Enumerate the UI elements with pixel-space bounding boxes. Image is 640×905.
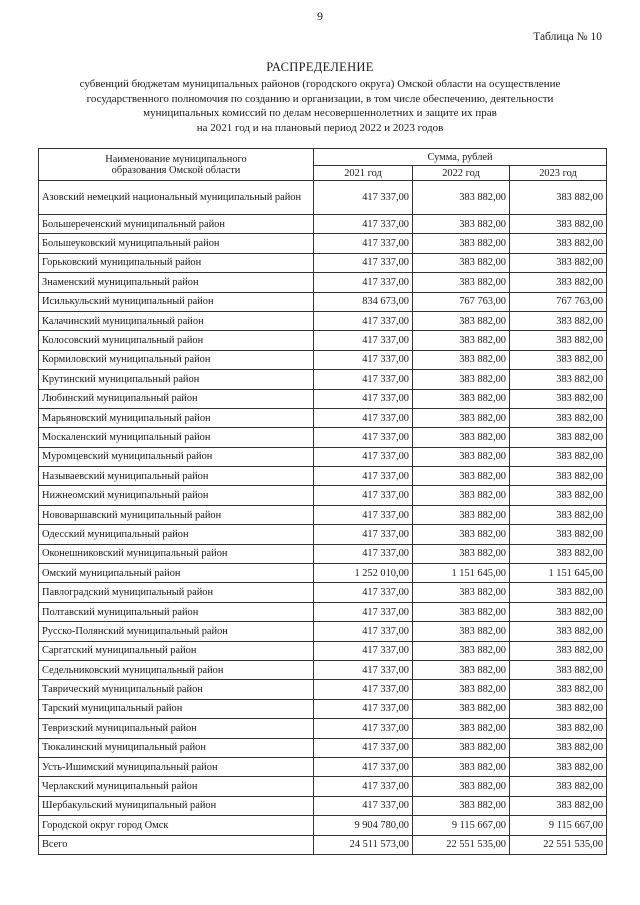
amount-2023-cell: 383 882,00: [510, 447, 607, 466]
municipality-name-cell: Называевский муниципальный район: [39, 467, 314, 486]
amount-2022-cell: 383 882,00: [413, 777, 510, 796]
municipality-name-cell: Знаменский муниципальный район: [39, 273, 314, 292]
amount-2022-cell: 383 882,00: [413, 622, 510, 641]
amount-2021-cell: 417 337,00: [314, 350, 413, 369]
municipality-name-cell: Черлакский муниципальный район: [39, 777, 314, 796]
municipality-name-cell: Колосовский муниципальный район: [39, 331, 314, 350]
table-row: [39, 660, 607, 679]
table-row: [39, 292, 607, 311]
amount-2021-cell: 417 337,00: [314, 505, 413, 524]
page-number: 9: [317, 9, 323, 23]
municipality-name-cell: Муромцевский муниципальный район: [39, 447, 314, 466]
amount-2022-cell: 383 882,00: [413, 389, 510, 408]
table-row: [39, 699, 607, 718]
amount-2021-cell: 417 337,00: [314, 370, 413, 389]
amount-2023-cell: 383 882,00: [510, 273, 607, 292]
amount-2022-cell: 1 151 645,00: [413, 564, 510, 583]
amount-2021-cell: 417 337,00: [314, 544, 413, 563]
amount-2022-cell: 383 882,00: [413, 447, 510, 466]
amount-2022-cell: 383 882,00: [413, 738, 510, 757]
header-year-cell: 2023 год: [510, 166, 607, 181]
amount-2022-cell: 383 882,00: [413, 505, 510, 524]
amount-2021-cell: 417 337,00: [314, 234, 413, 253]
amount-2023-cell: 383 882,00: [510, 181, 607, 215]
amount-2023-cell: 383 882,00: [510, 525, 607, 544]
amount-2021-cell: 417 337,00: [314, 777, 413, 796]
distribution-table: [38, 148, 607, 855]
table-row: [39, 467, 607, 486]
amount-2023-cell: 767 763,00: [510, 292, 607, 311]
amount-2022-cell: 383 882,00: [413, 215, 510, 234]
table-row: [39, 564, 607, 583]
table-row: [39, 525, 607, 544]
amount-2021-cell: 417 337,00: [314, 273, 413, 292]
amount-2021-cell: 417 337,00: [314, 796, 413, 815]
amount-2023-cell: 383 882,00: [510, 370, 607, 389]
amount-2022-cell: 383 882,00: [413, 331, 510, 350]
amount-2022-cell: 383 882,00: [413, 428, 510, 447]
municipality-name-cell: Одесский муниципальный район: [39, 525, 314, 544]
table-row: [39, 447, 607, 466]
municipality-name-cell: Любинский муниципальный район: [39, 389, 314, 408]
amount-2023-cell: 383 882,00: [510, 738, 607, 757]
municipality-name-cell: Исилькульский муниципальный район: [39, 292, 314, 311]
amount-2022-cell: 383 882,00: [413, 680, 510, 699]
municipality-name-cell: Большереченский муниципальный район: [39, 215, 314, 234]
table-row: [39, 757, 607, 776]
table-body: [39, 181, 607, 855]
amount-2021-cell: 417 337,00: [314, 181, 413, 215]
amount-2022-cell: 383 882,00: [413, 181, 510, 215]
amount-2022-cell: 383 882,00: [413, 525, 510, 544]
table-row: [39, 389, 607, 408]
document-subtitle-line: государственного полномочия по созданию и организации, в том числе обеспечению, деятельности: [86, 92, 554, 105]
amount-2021-cell: 834 673,00: [314, 292, 413, 311]
table-row: [39, 370, 607, 389]
amount-2022-cell: 383 882,00: [413, 757, 510, 776]
table-row: [39, 428, 607, 447]
amount-2021-cell: 417 337,00: [314, 622, 413, 641]
amount-2023-cell: 383 882,00: [510, 777, 607, 796]
amount-2022-cell: 383 882,00: [413, 350, 510, 369]
municipality-name-cell: Полтавский муниципальный район: [39, 602, 314, 621]
amount-2021-cell: 417 337,00: [314, 719, 413, 738]
amount-2021-cell: 417 337,00: [314, 486, 413, 505]
amount-2023-cell: 383 882,00: [510, 796, 607, 815]
document-subtitle-line: на 2021 год и на плановый период 2022 и 2023 годов: [196, 121, 444, 134]
table-row: [39, 641, 607, 660]
amount-2021-cell: 417 337,00: [314, 680, 413, 699]
amount-2023-cell: 383 882,00: [510, 215, 607, 234]
amount-2021-cell: 417 337,00: [314, 253, 413, 272]
municipality-name-cell: Марьяновский муниципальный район: [39, 408, 314, 427]
amount-2023-cell: 383 882,00: [510, 505, 607, 524]
document-title: РАСПРЕДЕЛЕНИЕ: [266, 60, 374, 74]
amount-2021-cell: 417 337,00: [314, 467, 413, 486]
amount-2023-cell: 383 882,00: [510, 331, 607, 350]
municipality-name-cell: Русско-Полянский муниципальный район: [39, 622, 314, 641]
amount-2023-cell: 383 882,00: [510, 350, 607, 369]
amount-2023-cell: 9 115 667,00: [510, 816, 607, 835]
table-row: [39, 816, 607, 835]
amount-2023-cell: 383 882,00: [510, 311, 607, 330]
amount-2021-cell: 417 337,00: [314, 699, 413, 718]
table-row: [39, 350, 607, 369]
amount-2021-cell: 417 337,00: [314, 738, 413, 757]
municipality-name-cell: Нижнеомский муниципальный район: [39, 486, 314, 505]
amount-2022-cell: 383 882,00: [413, 253, 510, 272]
municipality-name-cell: Павлоградский муниципальный район: [39, 583, 314, 602]
header-sum-cell: Сумма, рублей: [314, 149, 607, 166]
municipality-name-cell: Крутинский муниципальный район: [39, 370, 314, 389]
table-row: [39, 796, 607, 815]
table-row: [39, 253, 607, 272]
municipality-name-cell: Омский муниципальный район: [39, 564, 314, 583]
amount-2022-cell: 383 882,00: [413, 486, 510, 505]
amount-2023-cell: 383 882,00: [510, 660, 607, 679]
table-label: Таблица № 10: [533, 31, 602, 43]
table-header-row: [39, 149, 607, 166]
amount-2022-cell: 383 882,00: [413, 370, 510, 389]
amount-2023-cell: 383 882,00: [510, 602, 607, 621]
amount-2022-cell: 383 882,00: [413, 408, 510, 427]
municipality-name-cell: Саргатский муниципальный район: [39, 641, 314, 660]
amount-2023-cell: 383 882,00: [510, 389, 607, 408]
municipality-name-cell: Нововаршавский муниципальный район: [39, 505, 314, 524]
amount-2022-cell: 767 763,00: [413, 292, 510, 311]
amount-2021-cell: 9 904 780,00: [314, 816, 413, 835]
amount-2023-cell: 1 151 645,00: [510, 564, 607, 583]
municipality-name-cell: Москаленский муниципальный район: [39, 428, 314, 447]
amount-2022-cell: 383 882,00: [413, 796, 510, 815]
amount-2022-cell: 383 882,00: [413, 467, 510, 486]
municipality-name-cell: Оконешниковский муниципальный район: [39, 544, 314, 563]
table-row: [39, 835, 607, 854]
table-row: [39, 622, 607, 641]
table-row: [39, 273, 607, 292]
document-heading: [30, 60, 610, 135]
amount-2022-cell: 383 882,00: [413, 273, 510, 292]
amount-2021-cell: 1 252 010,00: [314, 564, 413, 583]
municipality-name-cell: Усть-Ишимский муниципальный район: [39, 757, 314, 776]
amount-2023-cell: 383 882,00: [510, 234, 607, 253]
table-row: [39, 234, 607, 253]
amount-2021-cell: 417 337,00: [314, 641, 413, 660]
table-row: [39, 719, 607, 738]
amount-2021-cell: 417 337,00: [314, 447, 413, 466]
municipality-name-cell: Шербакульский муниципальный район: [39, 796, 314, 815]
municipality-name-cell: Седельниковский муниципальный район: [39, 660, 314, 679]
amount-2022-cell: 383 882,00: [413, 583, 510, 602]
municipality-name-cell: Большеуковский муниципальный район: [39, 234, 314, 253]
amount-2021-cell: 417 337,00: [314, 583, 413, 602]
table-row: [39, 486, 607, 505]
amount-2023-cell: 383 882,00: [510, 719, 607, 738]
header-name-line: Наименование муниципального: [105, 153, 247, 165]
table-row: [39, 311, 607, 330]
table-row: [39, 181, 607, 215]
table-row: [39, 331, 607, 350]
municipality-name-cell: Азовский немецкий национальный муниципальный район: [39, 181, 314, 215]
amount-2023-cell: 383 882,00: [510, 428, 607, 447]
amount-2021-cell: 417 337,00: [314, 389, 413, 408]
amount-2022-cell: 383 882,00: [413, 660, 510, 679]
amount-2022-cell: 383 882,00: [413, 719, 510, 738]
amount-2023-cell: 383 882,00: [510, 467, 607, 486]
amount-2022-cell: 383 882,00: [413, 602, 510, 621]
amount-2023-cell: 383 882,00: [510, 408, 607, 427]
amount-2021-cell: 417 337,00: [314, 660, 413, 679]
table-row: [39, 777, 607, 796]
amount-2021-cell: 417 337,00: [314, 525, 413, 544]
amount-2021-cell: 417 337,00: [314, 331, 413, 350]
header-year-cell: 2022 год: [413, 166, 510, 181]
amount-2023-cell: 383 882,00: [510, 757, 607, 776]
table-row: [39, 680, 607, 699]
amount-2022-cell: 383 882,00: [413, 544, 510, 563]
table-row: [39, 215, 607, 234]
amount-2021-cell: 417 337,00: [314, 408, 413, 427]
amount-2021-cell: 417 337,00: [314, 757, 413, 776]
municipality-name-cell: Тарский муниципальный район: [39, 699, 314, 718]
amount-2021-cell: 417 337,00: [314, 602, 413, 621]
table-row: [39, 583, 607, 602]
table-row: [39, 602, 607, 621]
amount-2021-cell: 24 511 573,00: [314, 835, 413, 854]
amount-2023-cell: 383 882,00: [510, 641, 607, 660]
municipality-name-cell: Кормиловский муниципальный район: [39, 350, 314, 369]
amount-2021-cell: 417 337,00: [314, 428, 413, 447]
amount-2023-cell: 383 882,00: [510, 544, 607, 563]
amount-2022-cell: 383 882,00: [413, 311, 510, 330]
amount-2021-cell: 417 337,00: [314, 311, 413, 330]
amount-2023-cell: 383 882,00: [510, 680, 607, 699]
header-name-line: образования Омской области: [111, 164, 241, 176]
municipality-name-cell: Калачинский муниципальный район: [39, 311, 314, 330]
amount-2023-cell: 383 882,00: [510, 622, 607, 641]
header-name-cell: [39, 149, 314, 181]
amount-2022-cell: 383 882,00: [413, 234, 510, 253]
table-row: [39, 505, 607, 524]
amount-2021-cell: 417 337,00: [314, 215, 413, 234]
municipality-name-cell: Тевризский муниципальный район: [39, 719, 314, 738]
amount-2022-cell: 22 551 535,00: [413, 835, 510, 854]
document-subtitle-line: муниципальных комиссий по делам несовершеннолетних и защите их прав: [143, 107, 497, 120]
header-year-cell: 2021 год: [314, 166, 413, 181]
municipality-name-cell: Тюкалинский муниципальный район: [39, 738, 314, 757]
amount-2023-cell: 383 882,00: [510, 583, 607, 602]
amount-2022-cell: 9 115 667,00: [413, 816, 510, 835]
municipality-name-cell: Городской округ город Омск: [39, 816, 314, 835]
amount-2023-cell: 22 551 535,00: [510, 835, 607, 854]
table-row: [39, 738, 607, 757]
table-row: [39, 544, 607, 563]
municipality-name-cell: Таврический муниципальный район: [39, 680, 314, 699]
amount-2022-cell: 383 882,00: [413, 699, 510, 718]
table-row: [39, 408, 607, 427]
amount-2023-cell: 383 882,00: [510, 253, 607, 272]
amount-2023-cell: 383 882,00: [510, 486, 607, 505]
amount-2023-cell: 383 882,00: [510, 699, 607, 718]
amount-2022-cell: 383 882,00: [413, 641, 510, 660]
municipality-name-cell: Горьковский муниципальный район: [39, 253, 314, 272]
municipality-name-cell: Всего: [39, 835, 314, 854]
document-subtitle-line: субвенций бюджетам муниципальных районов (городского округа) Омской области на осуществление: [79, 78, 561, 90]
